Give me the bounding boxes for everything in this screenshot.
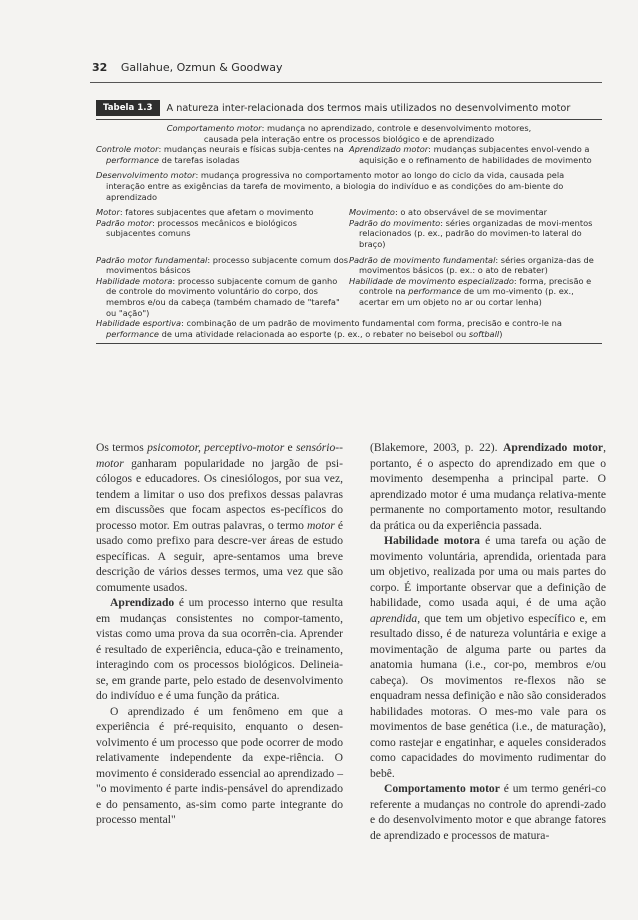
table-row — [96, 255, 602, 276]
definition-emphasis: performance — [408, 286, 462, 297]
definition: : processos mecânicos e biológicos subjacentes comuns — [106, 217, 297, 239]
definition: : mudança no aprendizado, controle e desenvolvimento motores, — [261, 123, 532, 133]
table-label: Tabela 1.3 — [96, 100, 160, 116]
body-column-right — [370, 440, 606, 843]
paragraph: Comportamento motor é um termo genéri-co referente a mudanças no controle do aprendi-zado e do desenvolvimento motor e que abrange fatores de aprendizado e processos de matura- — [370, 782, 606, 842]
term: Desenvolvimento motor — [96, 170, 196, 181]
entry-desenvolvimento-motor — [96, 170, 602, 202]
definition-emphasis: performance — [106, 328, 159, 339]
definition: : mudanças subjacentes envol-vendo a aquisição e o refinamento de habilidades de movimento — [359, 144, 592, 165]
entry-padrao-do-movimento — [349, 218, 602, 250]
entry-padrao-de-movimento-fundamental — [349, 255, 602, 276]
table-bottom-rule — [96, 343, 602, 344]
paragraph: Aprendizado é um processo interno que resulta em mudanças consistentes no compor-tamento, vistas como uma prova da sua ocorrên-cia. Aprender é resultado de experiência, educa-ção e treinamento, interagindo com os processos biológicos. Delineia-se, em grande parte, pelo estado de desenvolvimento do indivíduo e é uma função da prática. — [96, 596, 343, 702]
term: Motor — [96, 207, 120, 218]
paragraph: (Blakemore, 2003, p. 22). Aprendizado motor, portanto, é o aspecto do aprendizado em que o movimento desempenha a principal parte. O aprendizado motor é uma mudança relativa-mente permanente no comportamento motor, resultando da prática ou da experiência passada. — [370, 441, 606, 532]
definition: : fatores subjacentes que afetam o movimento — [119, 207, 314, 218]
table-title: A natureza inter-relacionada dos termos mais utilizados no desenvolvimento motor — [166, 102, 571, 114]
authors: Gallahue, Ozmun & Goodway — [120, 61, 283, 74]
term: Aprendizado motor — [349, 144, 429, 155]
definition: : séries organizadas de movi-mentos relacionados (p. ex., padrão do movimen-to lateral do braço) — [359, 217, 593, 249]
paragraph: Os termos psicomotor, perceptivo-motor e sensório--motor ganharam popularidade no jargão de psi-cólogos e educadores. Os cinesiólogos, por sua vez, tendem a limitar o uso dos prefixos dessas palavras em discussões que focam aspectos es-pecíficos do processo motor. Em outras palavras, o termo motor é usado como prefixo para descre-ver áreas de estudo específicas. A seguir, apre-sentamos uma breve descrição de vários desses termos, uma vez que são comumente usados. — [96, 441, 343, 594]
definition-emphasis: performance — [106, 154, 159, 165]
definition: ) — [499, 328, 503, 339]
header-rule — [90, 82, 602, 83]
table-row — [96, 144, 602, 165]
definition: : mudança progressiva no comportamento motor ao longo do ciclo da vida, causada pela interação entre as exigências da tarefa de movimento, a biologia do indivíduo e as condições do am-biente do aprendizado — [106, 170, 565, 202]
entry-habilidade-esportiva — [96, 318, 602, 339]
definition: : o ato observável de se movimentar — [394, 207, 548, 218]
definition: de tarefas isoladas — [158, 154, 240, 165]
entry-padrao-motor — [96, 218, 349, 250]
definition-emphasis: softball — [468, 328, 500, 339]
definition: de um mo-vimento (p. ex., acertar em um objeto no ar ou cortar lenha) — [359, 286, 574, 307]
entry-habilidade-motora — [96, 276, 349, 318]
entry-padrao-motor-fundamental — [96, 255, 349, 276]
term: Habilidade motora — [96, 275, 173, 286]
term: Padrão de movimento fundamental — [349, 254, 496, 265]
body-column-left — [96, 440, 343, 828]
table-row — [96, 207, 602, 218]
term: Habilidade esportiva — [96, 318, 182, 329]
term: Comportamento motor — [166, 123, 262, 133]
definition: de uma atividade relacionada ao esporte (p. ex., o rebater no beisebol ou — [158, 328, 469, 339]
running-header — [92, 61, 283, 74]
table-row — [96, 218, 602, 250]
entry-comportamento-motor — [96, 123, 602, 144]
table-1-3 — [90, 100, 602, 344]
definition: : forma, precisão e controle na — [359, 275, 592, 297]
paragraph: O aprendizado é um fenômeno em que a experiência é pré-requisito, enquanto o desen-volvimento é um processo que pode ocorrer de modo relativamente independente da expe-riência. O movimento é considerado essencial ao aprendizado – "o movimento é parte indis-pensável do aprendizado e do pensamento, as-sim como parte integrante do processo mental" — [96, 704, 343, 826]
definition: : séries organiza-das de movimentos básicos (p. ex.: o ato de rebater) — [359, 254, 594, 276]
definition: : processo subjacente comum dos movimentos básicos — [106, 254, 349, 276]
definition: : processo subjacente comum de ganho de controle do movimento voluntário do corpo, dos membros e/ou da cabeça (também chamado de "tarefa" ou "ação") — [106, 275, 340, 318]
entry-controle-motor — [96, 144, 349, 165]
definition: : combinação de um padrão de movimento fundamental com forma, precisão e contro-le na — [181, 318, 562, 329]
term: Movimento — [349, 207, 395, 218]
entry-motor — [96, 207, 349, 218]
term: Padrão do movimento — [349, 217, 441, 228]
term: Padrão motor — [96, 217, 153, 228]
definition: : mudanças neurais e físicas subja-centes na — [158, 144, 344, 155]
definition: causada pela interação entre os processos biológico e de aprendizado — [203, 133, 495, 144]
table-row — [96, 276, 602, 318]
entry-movimento — [349, 207, 602, 218]
table-heading — [90, 100, 602, 116]
term: Habilidade de movimento especializado — [349, 275, 514, 286]
entry-aprendizado-motor — [349, 144, 602, 165]
term: Padrão motor fundamental — [96, 254, 208, 265]
paragraph: Habilidade motora é uma tarefa ou ação de movimento voluntária, aprendida, orientada para um objetivo, realizada por uma ou mais partes do corpo. É importante observar que a definição de habilidade, como usada aqui, é de uma ação aprendida, que tem um objetivo específico e, em resultado disso, é de natureza voluntária e exige a movimentação de alguma parte ou partes da anatomia humana (i.e., cor-po, membros e/ou cabeça). Os movimentos re-flexos não se enquadram nessa definição e não são considerados habilidades motoras. O mes-mo vale para os movimentos de base genética (i.e., de maturação), como rastejar e engatinhar, e aqueles considerados como capacidades do movimento rudimentar do bebê. — [370, 534, 606, 780]
entry-habilidade-de-movimento-especializado — [349, 276, 602, 318]
page-number: 32 — [92, 61, 108, 74]
table-body — [90, 120, 602, 339]
term: Controle motor — [96, 144, 159, 155]
